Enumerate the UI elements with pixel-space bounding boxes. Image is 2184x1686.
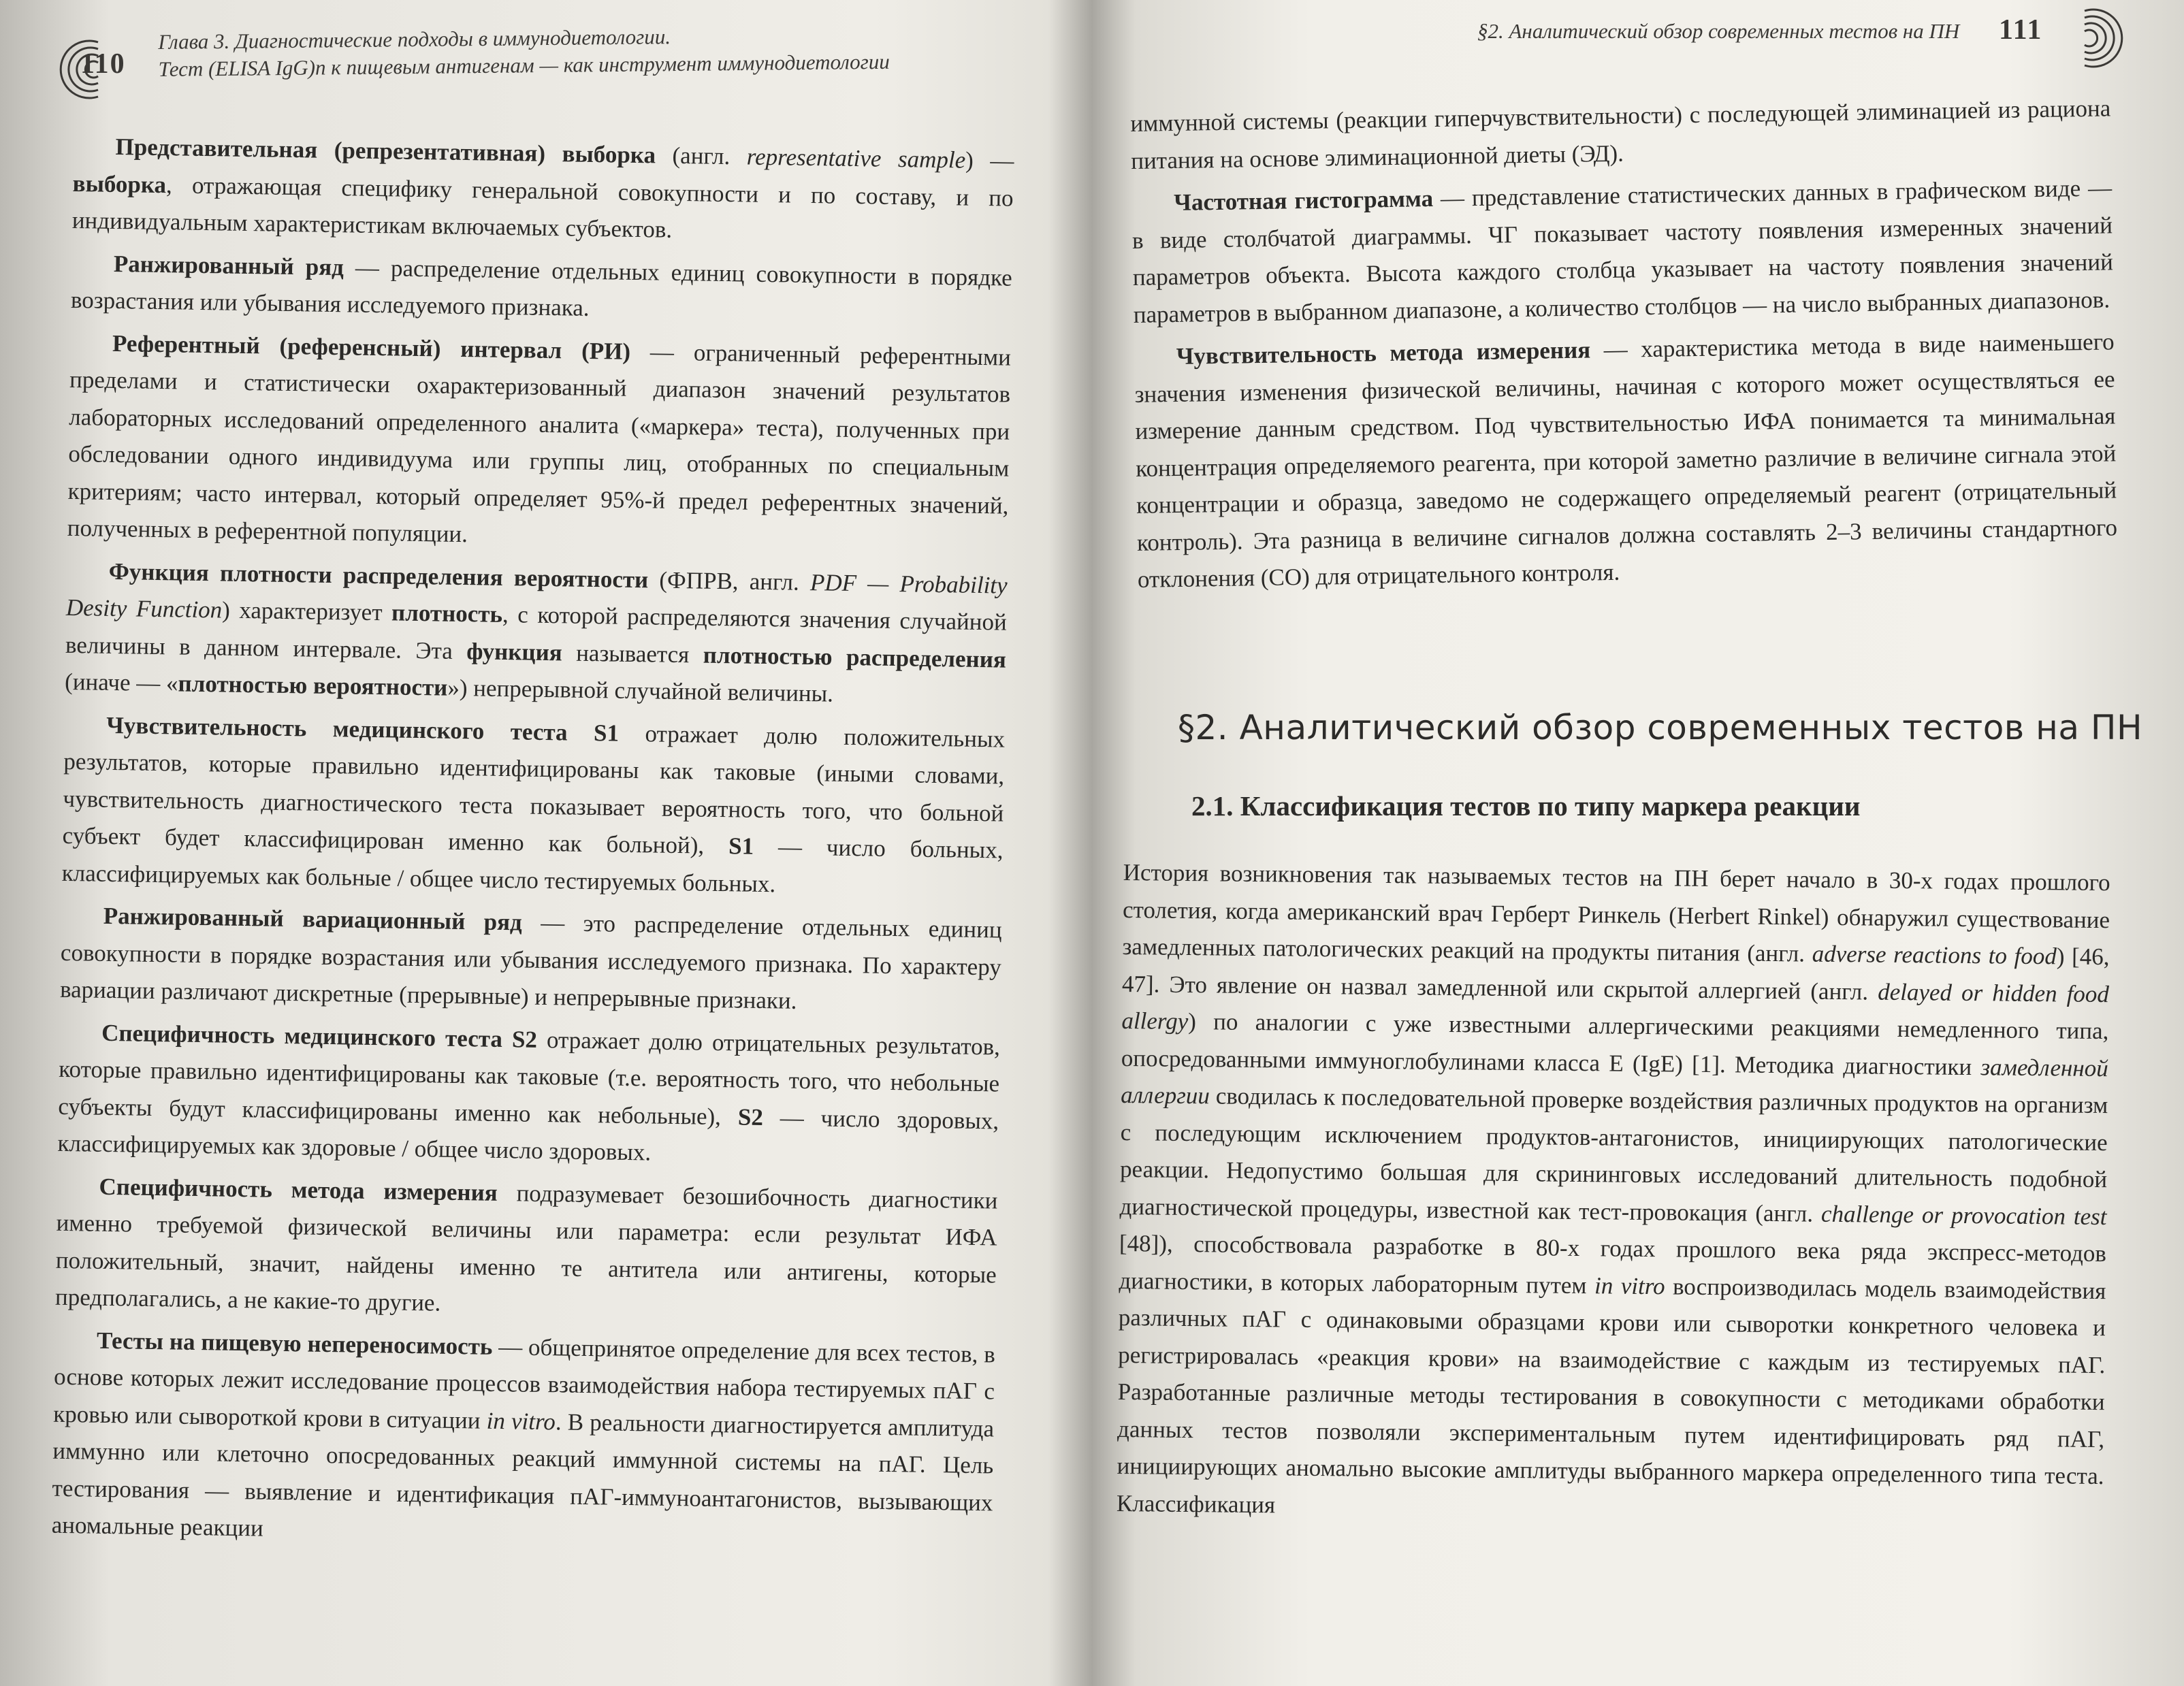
text: (англ. (655, 142, 748, 170)
text: воспроизводилась модель взаимодействия различных пАГ с одинаковыми образцами крови или сыворотки конкретного человека и регистрировалась «реакция крови» на взаимодействие с каждым из тестируемых пАГ. Разработанные различные методы тестирования в совокупности с методиками обработки данных тестов позволяли экспериментальным путем идентифицировать ряд пАГ, инициирующих аномально высокие амплитуды выбранного маркера определенного типа теста. Классификация (1116, 1272, 2106, 1518)
term: Частотная гистограмма (1173, 185, 1434, 216)
term: Чувствительность медицинского теста S1 (106, 711, 620, 747)
entry-reference-interval (67, 324, 1011, 562)
term: Чувствительность метода измерения (1176, 336, 1591, 370)
text: (иначе — « (64, 668, 178, 697)
term: Тесты на пищевую непереносимость (96, 1327, 493, 1360)
bold-text: функция (466, 637, 563, 666)
text: (ФПРВ, англ. (647, 566, 811, 596)
entry-frequency-histogram (1131, 169, 2114, 334)
left-page-body (51, 128, 1014, 1564)
section-title: §2. Аналитический обзор современных тестов на ПН (1178, 708, 2143, 747)
right-page-definitions (1130, 90, 2118, 604)
term: Специфичность метода измерения (99, 1173, 498, 1206)
right-page-number: 111 (1999, 14, 2043, 46)
text: — общепринятое определение для всех тестов, в основе которых лежит исследование процессов взаимодействия набора тестируемых пАГ с кровью или сывороткой крови в ситуации (53, 1333, 996, 1434)
text: — распределение отдельных единиц совокупности в порядке возрастания или убывания исследуемого признака. (70, 253, 1013, 321)
bold-text: плотностью распределения (703, 641, 1007, 673)
text: сводилась к последовательной проверке воздействия различных продуктов на организм с последующим исключением продуктов-антагонистов, инициирующих патологические реакции. Недопустимо большая для скрининговых исследований длительность подобной диагностической процедуры, известной как тест-провокация (англ. (1119, 1082, 2108, 1227)
subsection-title: 2.1. Классификация тестов по типу маркера реакции (1191, 790, 1861, 822)
bold-text: выборка (72, 169, 167, 198)
text: ) по аналогии с уже известными аллергическими реакциями немедленного типа, опосредованными иммуноглобулинами класса E (IgE) [1]. Методика диагностики (1121, 1008, 2109, 1080)
term: Ранжированный ряд (113, 250, 344, 280)
history-paragraph (1117, 854, 2110, 1532)
text: отражает долю отрицательных результатов, которые правильно идентифицированы как таковые (т.е. вероятность того, что небольные субъекты будут классифицированы именно как небольные), (58, 1026, 1001, 1131)
text: — число здоровых, классифицируемых как здоровые / общее число здоровых. (57, 1103, 999, 1166)
text: называется (562, 638, 704, 668)
bold-text: S1 (728, 832, 754, 860)
term: Представительная (репрезентативная) выборка (115, 133, 656, 169)
text: подразумевает безошибочность диагностики именно требуемой физической величины или параметра: если результат ИФА положительный, значит, найдены именно те антитела или антигены, которые предполагались, а не какие-то другие. (54, 1179, 998, 1316)
text: , с которой распределяются значения случайной величины в данном интервале. Эта (65, 600, 1008, 664)
entry-representative-sample (71, 128, 1014, 254)
text: , отражающая специфику генеральной совокупности и по составу, и по индивидуальным характеристикам включаемых субъектов. (71, 171, 1014, 243)
text: ) [46, 47]. Это явление он назвал замедленной или скрытой аллергией (англ. (1121, 943, 2110, 1005)
entry-food-intolerance-tests (51, 1321, 995, 1559)
term: Функция плотности распределения вероятности (108, 557, 649, 593)
italic-text: in vitro (486, 1407, 556, 1435)
term: Референтный (референсный) интервал (РИ) (112, 329, 631, 365)
text: ») непрерывной случайной величины. (447, 674, 834, 707)
page-corner-arcs-icon (2076, 4, 2138, 72)
italic-text: representative sample (746, 143, 966, 174)
term: Специфичность медицинского теста S2 (101, 1019, 538, 1053)
entry-sensitivity-s1 (61, 706, 1005, 906)
italic-text: PDF — Probability Desity Function (65, 568, 1008, 623)
left-page (0, 0, 1069, 1686)
italic-text: in vitro (1594, 1271, 1665, 1299)
right-page-history-paragraph (1117, 854, 2110, 1538)
text: История возникновения так называемых тестов на ПН берет начало в 30-х годах прошлого столетия, когда американский врач Герберт Ринкель (Herbert Rinkel) обнаружил существование замедленных патологических реакций на продукты питания (англ. (1122, 858, 2110, 967)
left-page-number: 110 (80, 48, 126, 80)
italic-text: замедленной аллергии (1121, 1053, 2108, 1109)
italic-text: adverse reactions to food (1812, 940, 2057, 970)
entry-method-sensitivity (1134, 323, 2118, 598)
text: — число больных, классифицируемых как больные / общее число тестируемых больных. (61, 832, 1003, 897)
entry-pdf (65, 552, 1008, 715)
left-header-line-2: Тест (ELISA IgG)n к пищевым антигенам — как инструмент иммунодиетологии (158, 49, 890, 81)
italic-text: challenge or provocation test (1820, 1200, 2107, 1230)
bold-text: плотность (391, 599, 503, 628)
bold-text: плотностью вероятности (178, 670, 448, 701)
text: отражает долю положительных результатов, которые правильно идентифицированы как таковые (иными словами, чувствительность диагностического теста показывает вероятность того, что больной субъект будет классифицирован именно как больной), (62, 719, 1006, 860)
bold-text: S2 (737, 1103, 764, 1131)
text: ) — (965, 146, 1014, 174)
text: — это распределение отдельных единиц совокупности в порядке возрастания или убывания исследуемого признака. По характеру вариации различают дискретные (прерывные) и непрерывные признаки. (59, 909, 1002, 1014)
text: — характеристика метода в виде наименьшего значения изменения физической величины, начиная с которого может осуществляться ее измерение данным средством. Под чувствительностью ИФА понимается та минимальная концентрация определяемого реагента, при которой заметно различие в величине сигнала этой концентрации и образца, заведомо не содержащего определяемый реагент (отрицательный контроль). Эта разница в величине сигналов должна составлять 2–3 величины стандартного отклонения (СО) для отрицательного контроля. (1134, 328, 2118, 593)
text: [48]), способствовала разработке в 80-х годах прошлого века ряда экспресс-методов диагностики, в которых лабораторным путем (1119, 1229, 2107, 1299)
right-page (1096, 0, 2184, 1686)
text: . В реальности диагностируется амплитуда иммунно или клеточно опосредованных реакций иммунной системы на пАГ. Цель тестирования — выявление и идентификация пАГ-иммуноантагонистов, вызывающих аномальные реакции (51, 1408, 995, 1542)
continuation-text: иммунной системы (реакции гиперчувствительности) с последующей элиминацией из рациона питания на основе элиминационной диеты (ЭД). (1130, 95, 2111, 174)
text: — ограниченный референтными пределами и статистически охарактеризованный диапазон значений результатов лабораторных исследований определенного аналита («маркера» теста), полученных при обследовании одного индивидуума или группы лиц, отобранных по специальным критериям; часто интервал, который определяет 95%-й предел референтных значений, полученных в референтной популяции. (67, 338, 1012, 548)
text: ) характеризует (221, 596, 392, 626)
entry-specificity-s2 (57, 1014, 1000, 1177)
term: Ранжированный вариационный ряд (103, 902, 523, 936)
italic-text: delayed or hidden food allergy (1121, 978, 2110, 1035)
entry-ranked-series (71, 244, 1013, 334)
right-running-header: §2. Аналитический обзор современных тестов на ПН (1477, 19, 1960, 43)
left-header-line-1: Глава 3. Диагностические подходы в иммунодиетологии. (158, 25, 671, 54)
left-running-header (158, 21, 890, 83)
entry-ranked-variation-series (60, 897, 1002, 1023)
entry-method-specificity (55, 1167, 998, 1331)
text: — представление статистических данных в графическом виде — в виде столбчатой диаграммы. ЧГ показывает частоту появления измеренных значений параметров объекта. Высота каждого столбца указывает на частоту появления значений параметров в выбранном диапазоне, а количество столбцов — на число выбранных диапазонов. (1131, 174, 2114, 328)
